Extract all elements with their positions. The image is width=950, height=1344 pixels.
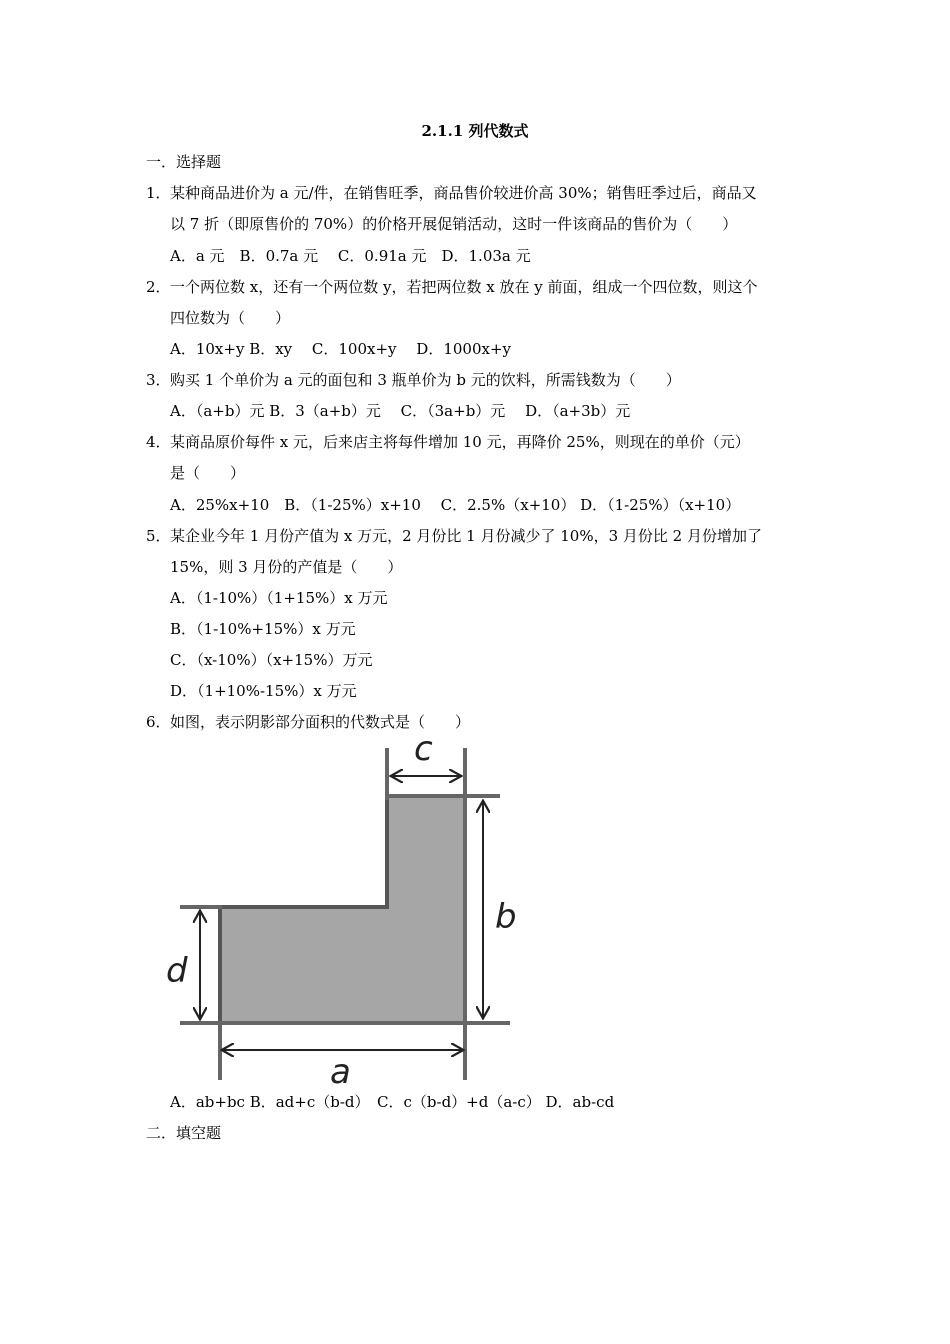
question-stem: 是（ ） xyxy=(170,464,246,482)
question-options: A．a 元 B．0.7a 元 C．0.91a 元 D．1.03a 元 xyxy=(170,247,531,265)
label-b: b xyxy=(495,897,517,937)
shaded-area-figure xyxy=(160,740,530,1090)
question-number: 2． xyxy=(146,278,171,296)
section-choice-heading: 一．选择题 xyxy=(146,153,222,171)
question-number: 4． xyxy=(146,433,171,451)
section-fill-heading: 二．填空题 xyxy=(146,1124,222,1142)
question-option-c: C．（x-10%）（x+15%）万元 xyxy=(170,651,373,669)
question-stem: 某种商品进价为 a 元/件，在销售旺季，商品售价较进价高 30%；销售旺季过后，商品又 xyxy=(170,184,757,202)
question-stem: 一个两位数 x，还有一个两位数 y，若把两位数 x 放在 y 前面，组成一个四位数，则这个 xyxy=(170,278,758,296)
label-d: d xyxy=(166,951,188,991)
question-option-d: D．（1+10%-15%）x 万元 xyxy=(170,682,357,700)
question-stem: 如图，表示阴影部分面积的代数式是（ ） xyxy=(170,713,471,731)
question-number: 1． xyxy=(146,184,171,202)
question-options: A．25%x+10 B．（1-25%）x+10 C．2.5%（x+10） D．（1-25%）（x+10） xyxy=(170,496,741,514)
question-number: 6． xyxy=(146,713,171,731)
question-stem: 某企业今年 1 月份产值为 x 万元，2 月份比 1 月份减少了 10%，3 月份比 2 月份增加了 xyxy=(170,527,762,545)
shaded-region xyxy=(220,796,465,1023)
page-title: 2.1.1 列代数式 xyxy=(421,122,529,140)
label-c: c xyxy=(414,740,433,769)
question-stem: 购买 1 个单价为 a 元的面包和 3 瓶单价为 b 元的饮料，所需钱数为（ ） xyxy=(170,371,681,389)
question-stem: 15%，则 3 月份的产值是（ ） xyxy=(170,558,403,576)
question-option-a: A．（1-10%）（1+15%）x 万元 xyxy=(170,589,388,607)
question-stem: 某商品原价每件 x 元，后来店主将每件增加 10 元，再降价 25%，则现在的单价（元） xyxy=(170,433,750,451)
label-a: a xyxy=(330,1052,351,1090)
question-options: A．ab+bc B．ad+c（b-d） C．c（b-d）+d（a-c） D．ab-cd xyxy=(170,1093,615,1111)
question-number: 5． xyxy=(146,527,171,545)
question-options: A．10x+y B．xy C．100x+y D．1000x+y xyxy=(170,340,511,358)
question-stem: 四位数为（ ） xyxy=(170,309,291,327)
question-number: 3． xyxy=(146,371,171,389)
question-options: A．（a+b）元 B．3（a+b）元 C．（3a+b）元 D．（a+3b）元 xyxy=(170,402,631,420)
question-option-b: B．（1-10%+15%）x 万元 xyxy=(170,620,356,638)
question-stem: 以 7 折（即原售价的 70%）的价格开展促销活动，这时一件该商品的售价为（ ） xyxy=(170,215,738,233)
